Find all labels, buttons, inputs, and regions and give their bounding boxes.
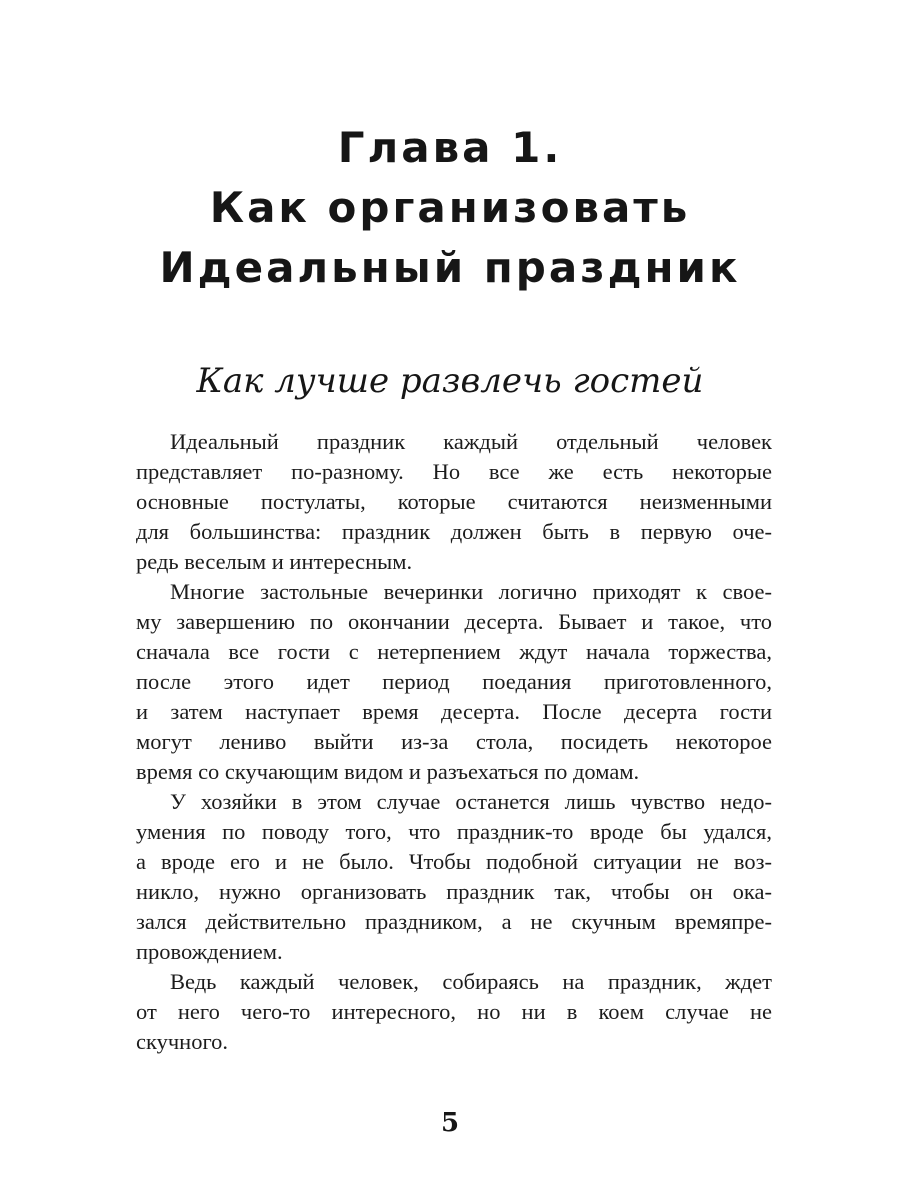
text-line: для большинства: праздник должен быть в первую оче- bbox=[136, 519, 772, 544]
text-line: представляет по-разному. Но все же есть некоторые bbox=[136, 459, 772, 484]
text-line: основные постулаты, которые считаются неизменными bbox=[136, 489, 772, 514]
text-line: Идеальный праздник каждый отдельный человек bbox=[170, 429, 772, 454]
text-line: скучного. bbox=[136, 1029, 228, 1054]
text-line: Ведь каждый человек, собираясь на праздник, ждет bbox=[170, 969, 772, 994]
chapter-title-line: Идеальный праздник bbox=[159, 243, 741, 292]
body-text bbox=[136, 427, 772, 1057]
text-line: никло, нужно организовать праздник так, чтобы он ока- bbox=[136, 879, 772, 904]
text-line: а вроде его и не было. Чтобы подобной ситуации не воз- bbox=[136, 849, 772, 874]
text-line: сначала все гости с нетерпением ждут начала торжества, bbox=[136, 639, 772, 664]
paragraph bbox=[136, 967, 772, 1057]
text-line: умения по поводу того, что праздник-то вроде бы удался, bbox=[136, 819, 772, 844]
text-line: время со скучающим видом и разъехаться по домам. bbox=[136, 759, 640, 784]
text-line: зался действительно праздником, а не скучным времяпре- bbox=[136, 909, 772, 934]
text-line: провождением. bbox=[136, 939, 283, 964]
text-line: от него чего-то интересного, но ни в коем случае не bbox=[136, 999, 772, 1024]
paragraph bbox=[136, 427, 772, 577]
text-line: и затем наступает время десерта. После десерта гости bbox=[136, 699, 772, 724]
text-line: му завершению по окончании десерта. Бывает и такое, что bbox=[136, 609, 772, 634]
text-line: после этого идет период поедания приготовленного, bbox=[136, 669, 772, 694]
paragraph bbox=[136, 787, 772, 967]
section-title: Как лучше развлечь гостей bbox=[196, 361, 704, 401]
text-line: Многие застольные вечеринки логично приходят к свое- bbox=[170, 579, 772, 604]
paragraph bbox=[136, 577, 772, 787]
chapter-title bbox=[60, 118, 840, 298]
text-line: У хозяйки в этом случае останется лишь чувство недо- bbox=[170, 789, 772, 814]
page-number: 5 bbox=[440, 1108, 460, 1138]
text-line: редь веселым и интересным. bbox=[136, 549, 413, 574]
chapter-title-line: Глава 1. bbox=[337, 123, 563, 172]
text-line: могут лениво выйти из-за стола, посидеть некоторое bbox=[136, 729, 772, 754]
chapter-title-line: Как организовать bbox=[209, 183, 691, 232]
